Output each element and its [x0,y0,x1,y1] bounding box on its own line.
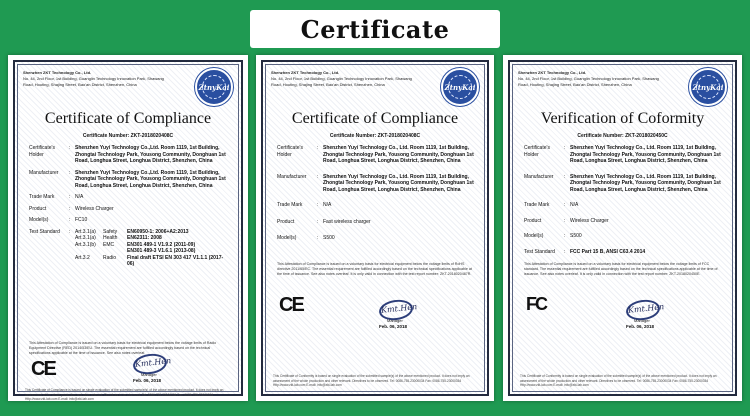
trade-mark-row: Trade Mark : N/A [277,202,475,209]
certificate-number: Certificate Number: ZKT-2018020450C [577,133,668,139]
standard-article: Art.3.1(b) [75,241,96,248]
standard-value: FCC Part 15 B, ANSI C63.4 2014 [570,248,646,255]
manufacturer-row: Manufacturer : Shenzhen Yuyi Technology Co., Ltd. Room 1119, 1st Building, Zhongtai Technology Park, Yousong Community, Donghuan 1st Road, Longhua Street, Longhua District, Shenzhen, China [277,173,474,193]
issuer-block [23,70,173,88]
manufacturer-value: Shenzhen Yuyi Technology Co., Ltd. Room 1119, 1st Building, Zhongtai Technology Park, Yousong Community, Donghuan 1st Road, Longhua Street, Longhua District, Shenzhen, China [570,173,721,193]
issuer-block [271,70,421,88]
trade-mark-row: Trade Mark : N/A [29,194,229,201]
certificate-frame [13,60,243,402]
product-value: Fast wireless charger [323,218,371,225]
certificate-frame [508,60,737,396]
issue-date: Feb. 06, 2018 [379,324,408,329]
compliance-statement: This Attestation of Compliance is issued on a voluntary basis for electrical equipment below the voltage limits of RoHS directive 2011/65/EC. The essential requirement are fulfilled accordingly based on the technical specifications applicable at the time of issuance. See also notes overleaf. It is only valid in connection with the test report number: ZKT-2018020487R. [277,262,472,277]
certificate-fields [277,145,475,247]
model-value: S500 [323,235,335,241]
product-label: Product [524,217,542,224]
logo-text: ZtnyKai [692,82,724,92]
model-row: Model(s) : S500 [524,233,723,240]
ce-mark-icon: CE [31,358,55,380]
product-label: Product [29,205,47,212]
standard-category: Radio [103,254,117,261]
issuer-block [518,70,668,88]
ce-mark-icon: CE [279,294,303,316]
issuer-address: No. 44, 2nd Floor, 1st Building, Guanglin Technology Innovation Park, Shawang Road, Houting, Shajing Street, Bao'an District, Shenzhen, China [518,76,659,87]
lab-logo-icon [689,68,727,106]
standard-spec: EN301 489-3 V1.6.1 (2013-08) [127,248,196,254]
model-row: Model(s) : S500 [277,235,475,242]
manufacturer-label: Manufacturer [29,169,59,176]
logo-text: ZtnyKai [198,82,230,92]
issuer-address: No. 44, 2nd Floor, 1st Building, Guanglin Technology Innovation Park, Shawang Road, Houting, Shajing Street, Bao'an District, Shenzhen, China [23,76,164,87]
fcc-mark-icon: FC [526,294,546,314]
manufacturer-row: Manufacturer : Shenzhen Yuyi Technology Co.,Ltd. Room 1119, 1st Building, Zhongtai Technology Park, Yousong Community, Donghuan 1st Road, Longhua Street, Longhua District, Shenzhen, China [29,170,229,190]
certificate-footer: This Certificate of Compliance is issued on single evaluation of the submitted sample(s) of the above mentioned product. It does not imply an assessment of the whole production and other relevant. Directives to be observed. Tel: 0086-755-23000034 Fax: 0086-755-23000354 Http://www.zkt-lab.com E-mail: info@zkt-lab.com [25,388,224,402]
certificate-fields [524,145,723,260]
product-row: Product : Wireless Charger [524,218,723,225]
trade-mark-row: Trade Mark : N/A [524,202,723,209]
model-label: Model(s) [29,217,49,223]
standard-row: Test Standard : FCC Part 15 B, ANSI C63.4 2014 [524,249,723,256]
certificate-number: Certificate Number: ZKT-2018020408C [82,133,174,139]
signatory-title: Manager [634,318,650,323]
holder-label: Certificate's Holder [524,145,550,158]
model-value: FC10 [75,217,88,223]
issue-date: Feb. 06, 2018 [133,378,162,383]
issuer-name: Shenzhen ZKT Technology Co., Ltd. [518,70,587,75]
standards-table [75,229,229,268]
lab-logo-icon [441,68,479,106]
manufacturer-label: Manufacturer [277,173,307,180]
product-row: Product : Wireless Charger [29,206,229,213]
certificate-card-1 [8,55,248,401]
issue-date: Feb. 06, 2018 [626,324,655,329]
holder-value: Shenzhen Yuyi Technology Co.,Ltd. Room 1119, 1st Building, Zhongtai Technology Park, Yousong Community, Donghuan 1st Road, Longhua Street, Longhua District, Shenzhen, China [75,145,226,164]
banner [250,10,500,48]
manufacturer-value: Shenzhen Yuyi Technology Co., Ltd. Room 1119, 1st Building, Zhongtai Technology Park, Yousong Community, Donghuan 1st Road, Longhua Street, Longhua District, Shenzhen, China [323,173,474,193]
standard-article: Art.3.1(a) [75,228,96,235]
certificate-number: Certificate Number: ZKT-2018020408C [329,133,421,139]
certificate-card-2 [256,55,494,401]
trade-mark-label: Trade Mark [277,202,303,208]
holder-value: Shenzhen Yuyi Technology Co., Ltd. Room 1119, 1st Building, Zhongtai Technology Park, Yousong Community, Donghuan 1st Road, Longhua Street, Longhua District, Shenzhen, China [570,145,721,164]
lab-logo-icon [195,68,233,106]
trade-mark-value: N/A [75,194,84,200]
compliance-statement: This Attestation of Compliance is issued on a voluntary basis for electrical equipment below the voltage limits of FCC standard. The essential requirement are fulfilled accordingly based on the technical specifications applicable at the time of issuance. See also notes overleaf. It is only valid in connection with the test report number: ZKT-2018020450E. [524,262,718,277]
standard-spec: EN62311: 2008 [127,235,162,241]
standard-label: Test Standard [29,228,60,235]
issuer-address: No. 44, 2nd Floor, 1st Building, Guanglin Technology Innovation Park, Shawang Road, Houting, Shajing Street, Bao'an District, Shenzhen, China [271,76,412,87]
certificate-card-3 [503,55,742,401]
certificate-frame [261,60,489,396]
issuer-name: Shenzhen ZKT Technology Co., Ltd. [23,70,92,75]
certificate-footer: This Certificate of Conformity is based on single evaluation of the submitted sample(s) of the above mentioned product. It does not imply an assessment of the whole production and other relevant. Directives to be observed. Tel: 0086-755-23000034 Fax: 0086-755-23000354 Http://www.zkt-lab.com E-mail: info@zkt-lab.com [520,374,717,388]
compliance-statement: This Attestation of Compliance is issued on a voluntary basis for electrical equipment below the voltage limits of Radio Equipment Directive (RED) 2014/53/EU. The essential requirement are fulfilled accordingly based on the technical specifications applicable at the time of issuance. See also notes overleaf. [29,341,217,356]
standard-article: Art.3.1(a) [75,235,96,241]
standard-label: Test Standard [524,248,555,255]
holder-row: Certificate's Holder : Shenzhen Yuyi Technology Co., Ltd. Room 1119, 1st Building, Zhongtai Technology Park, Yousong Community, Donghuan 1st Road, Longhua Street, Longhua District, Shenzhen, China [524,145,723,165]
holder-row: Certificate's Holder : Shenzhen Yuyi Technology Co., Ltd. Room 1119, 1st Building, Zhongtai Technology Park, Yousong Community, Donghuan 1st Road, Longhua Street, Longhua District, Shenzhen, China [277,145,474,164]
holder-value: Shenzhen Yuyi Technology Co., Ltd. Room 1119, 1st Building, Zhongtai Technology Park, Yousong Community, Donghuan 1st Road, Longhua Street, Longhua District, Shenzhen, China [323,145,474,164]
standard-spec: EN301 489-1 V1.9.2 (2011-09) [127,241,196,248]
certificate-title: Certificate of Compliance [44,110,212,127]
manufacturer-value: Shenzhen Yuyi Technology Co.,Ltd. Room 1119, 1st Building, Zhongtai Technology Park, Yousong Community, Donghuan 1st Road, Longhua Street, Longhua District, Shenzhen, China [75,169,226,189]
signatory-title: Manager [141,372,157,377]
trade-mark-label: Trade Mark [524,202,550,208]
model-label: Model(s) [524,233,544,239]
product-label: Product [277,218,295,225]
signature: Kmt.Hen [134,356,172,369]
standard-row: Test Standard : Art.3.1(a) Safety EN60950-1: 2006+A2:2013 Art.3.1(a) Health EN62311: 2008 Art.3.1(b) EMC EN301 489-1 V1.9.2 (2011-09) EN301 489-3 V1.6.1 (2013-08) Art.3.2 Radio Final draft ETSI EN 303 417 V1.1.1 (2017-06) [29,229,229,268]
signature: Kmt.Hen [627,302,665,315]
holder-label: Certificate's Holder [29,145,55,158]
manufacturer-label: Manufacturer [524,173,554,180]
logo-text: ZtnyKai [444,82,476,92]
standard-category: Safety [103,228,118,235]
signature: Kmt.Hen [380,302,418,315]
model-value: S500 [570,233,582,239]
standard-article: Art.3.2 [75,254,90,261]
model-row: Model(s) : FC10 [29,217,229,224]
banner-title: Certificate [300,14,450,44]
product-value: Wireless Charger [75,205,114,212]
certificate-title: Certificate of Compliance [291,110,459,127]
model-label: Model(s) [277,235,297,241]
standard-spec: Final draft ETSI EN 303 417 V1.1.1 (2017-06) [127,254,224,267]
standard-spec: EN60950-1: 2006+A2:2013 [127,228,189,235]
holder-row: Certificate's Holder : Shenzhen Yuyi Technology Co.,Ltd. Room 1119, 1st Building, Zhongtai Technology Park, Yousong Community, Donghuan 1st Road, Longhua Street, Longhua District, Shenzhen, China [29,145,229,165]
holder-label: Certificate's Holder [277,145,303,158]
standard-category: Health [103,235,118,241]
certificate-fields [29,145,229,273]
product-value: Wireless Charger [570,217,609,224]
trade-mark-value: N/A [323,202,332,208]
certificate-footer: This Certificate of Conformity is based on single evaluation of the submitted sample(s) of the above mentioned product. It does not imply an assessment of the whole production and other relevant. Directives to be observed. Tel: 0086-755-23000034 Fax: 0086-755-23000354 Http://www.zkt-lab.com E-mail: info@zkt-lab.com [273,374,470,388]
certificate-title: Verification of Coformity [540,110,705,127]
signatory-title: Manager [387,318,403,323]
product-row: Product : Fast wireless charger [277,219,475,226]
trade-mark-value: N/A [570,202,579,208]
issuer-name: Shenzhen ZKT Technology Co., Ltd. [271,70,340,75]
manufacturer-row: Manufacturer : Shenzhen Yuyi Technology Co., Ltd. Room 1119, 1st Building, Zhongtai Technology Park, Yousong Community, Donghuan 1st Road, Longhua Street, Longhua District, Shenzhen, China [524,174,723,194]
standard-category: EMC [103,241,115,248]
trade-mark-label: Trade Mark [29,194,55,200]
